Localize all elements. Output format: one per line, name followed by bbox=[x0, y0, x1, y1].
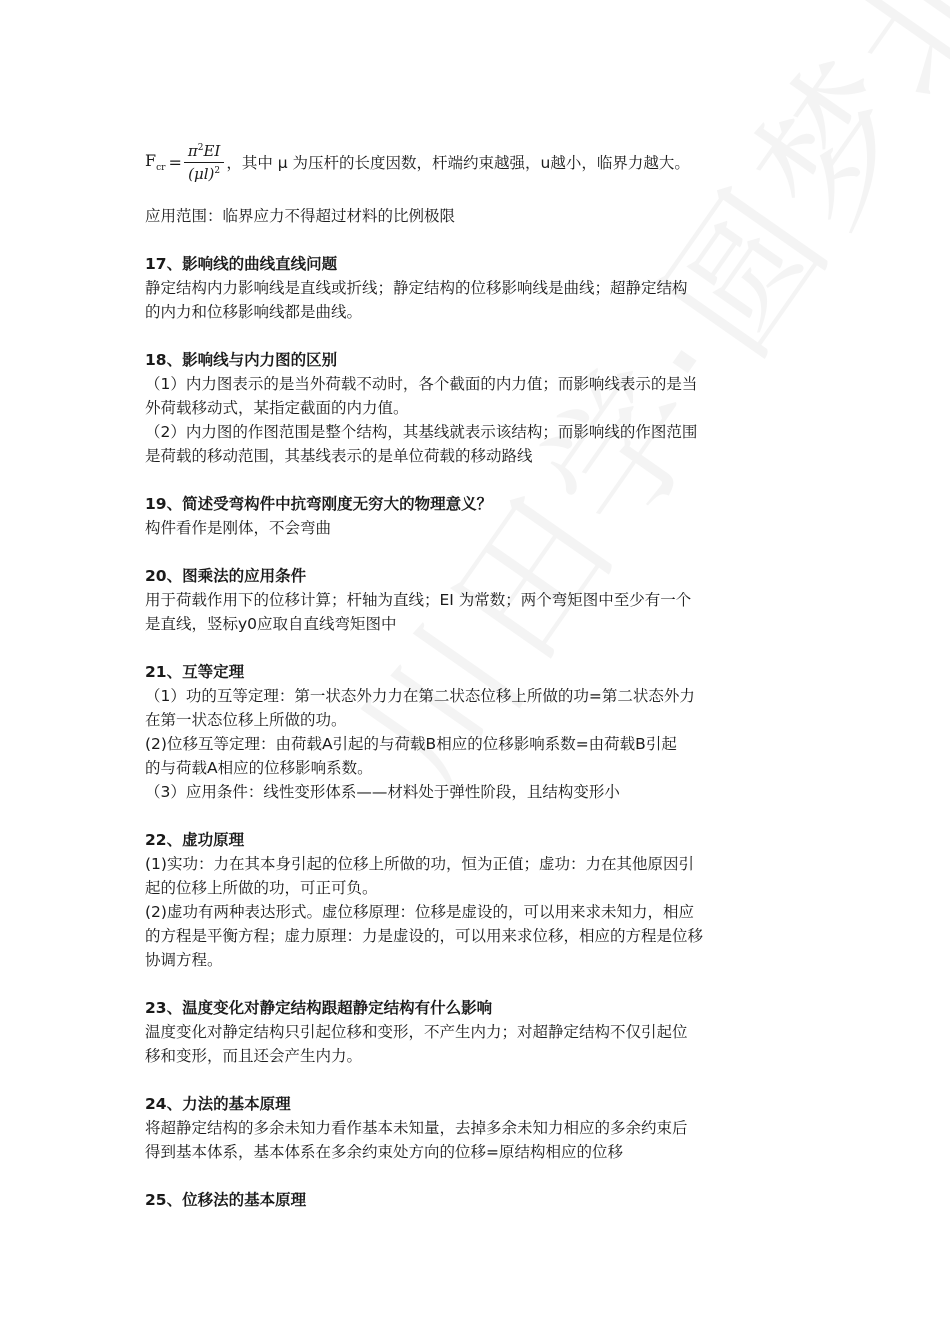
formula-denominator: $(\mu l)^2$ bbox=[188, 164, 221, 183]
section-text-line: (1)实功：力在其本身引起的位移上所做的功，恒为正值；虚功：力在其他原因引 bbox=[145, 855, 694, 873]
section-text-line: 温度变化对静定结构只引起位移和变形，不产生内力；对超静定结构不仅引起位 bbox=[145, 1023, 688, 1041]
section-text-line: (2)虚功有两种表达形式。虚位移原理：位移是虚设的，可以用来求未知力，相应 bbox=[145, 903, 694, 921]
section-heading: 17、影响线的曲线直线问题 bbox=[145, 255, 338, 273]
critical-force-formula: $F_{cr}$ = $\frac{\pi^2EI}{(\mu l)^2}$ bbox=[145, 142, 224, 183]
section-text-line: 是荷载的移动范围，其基线表示的是单位荷载的移动路线 bbox=[145, 447, 533, 465]
section-text-line: （3）应用条件：线性变形体系——材料处于弹性阶段，且结构变形小 bbox=[145, 783, 620, 801]
sections bbox=[145, 228, 810, 1212]
application-scope: 应用范围：临界应力不得超过材料的比例极限 bbox=[145, 207, 456, 225]
section-text-line: （2）内力图的作图范围是整个结构，其基线就表示该结构；而影响线的作图范围 bbox=[145, 423, 698, 441]
document-content bbox=[145, 132, 810, 1212]
section-text-line: 是直线，竖标y0应取自直线弯矩图中 bbox=[145, 615, 397, 633]
section-text-line: 的内力和位移影响线都是曲线。 bbox=[145, 303, 363, 321]
section-heading: 23、温度变化对静定结构跟超静定结构有什么影响 bbox=[145, 999, 493, 1017]
section-text-line: （1）内力图表示的是当外荷载不动时，各个截面的内力值；而影响线表示的是当 bbox=[145, 375, 698, 393]
section-text-line: 移和变形，而且还会产生内力。 bbox=[145, 1047, 363, 1065]
section-text-line: 的与荷载A相应的位移影响系数。 bbox=[145, 759, 373, 777]
section-text-line: 的方程是平衡方程；虚力原理：力是虚设的，可以用来求位移，相应的方程是位移 bbox=[145, 927, 704, 945]
section-text-line: (2)位移互等定理：由荷载A引起的与荷载B相应的位移影响系数=由荷载B引起 bbox=[145, 735, 677, 753]
section-text-line: （1）功的互等定理：第一状态外力力在第二状态位移上所做的功=第二状态外力 bbox=[145, 687, 695, 705]
section-heading: 24、力法的基本原理 bbox=[145, 1095, 291, 1113]
section-text-line: 外荷载移动式，某指定截面的内力值。 bbox=[145, 399, 409, 417]
section-heading: 20、图乘法的应用条件 bbox=[145, 567, 307, 585]
section-text-line: 协调方程。 bbox=[145, 951, 223, 969]
section-text-line: 将超静定结构的多余未知力看作基本未知量，去掉多余未知力相应的多余约束后 bbox=[145, 1119, 688, 1137]
section-text-line: 用于荷载作用下的位移计算；杆轴为直线；EI 为常数；两个弯矩图中至少有一个 bbox=[145, 591, 692, 609]
section-text-line: 在第一状态位移上所做的功。 bbox=[145, 711, 347, 729]
section-heading: 22、虚功原理 bbox=[145, 831, 245, 849]
section-heading: 25、位移法的基本原理 bbox=[145, 1191, 307, 1209]
section-heading: 19、简述受弯构件中抗弯刚度无穷大的物理意义？ bbox=[145, 495, 493, 513]
section-text-line: 静定结构内力影响线是直线或折线；静定结构的位移影响线是曲线；超静定结构 bbox=[145, 279, 688, 297]
formula-numerator: $\pi^2EI$ bbox=[184, 142, 224, 163]
formula-line bbox=[145, 132, 810, 192]
formula-note: ，其中 μ 为压杆的长度因数，杆端约束越强，u越小，临界力越大。 bbox=[226, 154, 690, 172]
section-heading: 18、影响线与内力图的区别 bbox=[145, 351, 338, 369]
section-text-line: 构件看作是刚体，不会弯曲 bbox=[145, 519, 332, 537]
section-text-line: 得到基本体系，基本体系在多余约束处方向的位移=原结构相应的位移 bbox=[145, 1143, 623, 1161]
formula-fraction bbox=[184, 142, 224, 183]
section-heading: 21、互等定理 bbox=[145, 663, 245, 681]
section-text-line: 起的位移上所做的功，可正可负。 bbox=[145, 879, 378, 897]
